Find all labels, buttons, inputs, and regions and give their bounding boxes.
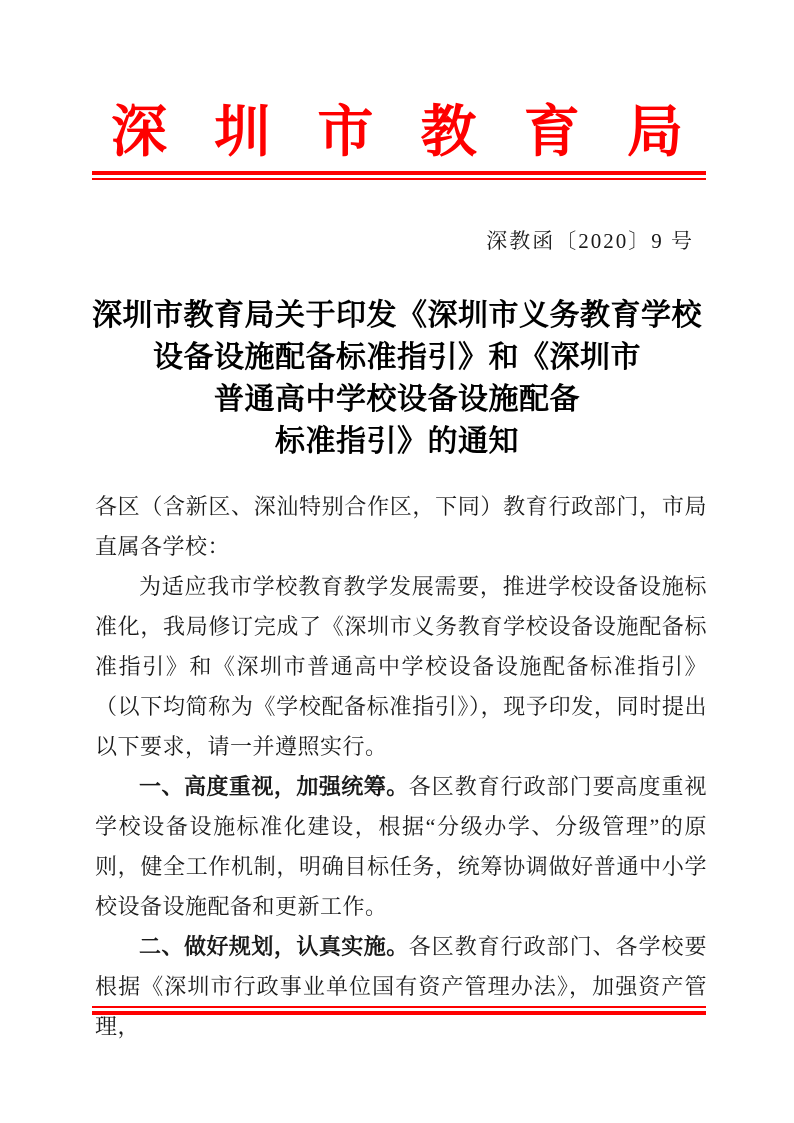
document-title-line: 普通高中学校设备设施配备 bbox=[214, 383, 580, 416]
document-title-line: 标准指引》的通知 bbox=[275, 425, 519, 458]
paragraph-item-2-text: 各区教育行政部门、各学校要根据《深圳市行政事业单位国有资产管理办法》，加强资产管理， bbox=[95, 934, 707, 1039]
paragraph-item-1 bbox=[95, 767, 707, 927]
document-title-line: 设备设施配备标准指引》和《深圳市 bbox=[153, 341, 641, 374]
document-title-line: 深圳市教育局关于印发《深圳市义务教育学校 bbox=[92, 299, 702, 332]
paragraph-item-2-lead: 二、做好规划，认真实施。 bbox=[139, 934, 409, 959]
paragraph-item-1-text: 各区教育行政部门要高度重视学校设备设施标准化建设，根据“分级办学、分级管理”的原则，健全工作机制，明确目标任务，统筹协调做好普通中小学校设备设施配备和更新工作。 bbox=[95, 774, 707, 919]
salutation: 各区（含新区、深汕特别合作区，下同）教育行政部门，市局直属各学校： bbox=[95, 494, 707, 559]
document-title bbox=[60, 295, 734, 463]
footer-double-rule bbox=[92, 1006, 706, 1015]
paragraph-item-1-lead: 一、高度重视，加强统筹。 bbox=[139, 774, 409, 799]
document-body bbox=[95, 487, 707, 1047]
paragraph-intro-text: 为适应我市学校教育教学发展需要，推进学校设备设施标准化，我局修订完成了《深圳市义务教育学校设备设施配备标准指引》和《深圳市普通高中学校设备设施配备标准指引》（以下均简称为《学校配备标准指引》），现予印发，同时提出以下要求，请一并遵照实行。 bbox=[95, 574, 707, 759]
paragraph-intro bbox=[95, 567, 707, 767]
document-number: 深教函〔2020〕9 号 bbox=[486, 229, 694, 253]
letterhead-double-rule bbox=[92, 171, 706, 180]
paragraph-item-2 bbox=[95, 927, 707, 1047]
letterhead-agency-name: 深圳市教育局 bbox=[111, 102, 683, 164]
